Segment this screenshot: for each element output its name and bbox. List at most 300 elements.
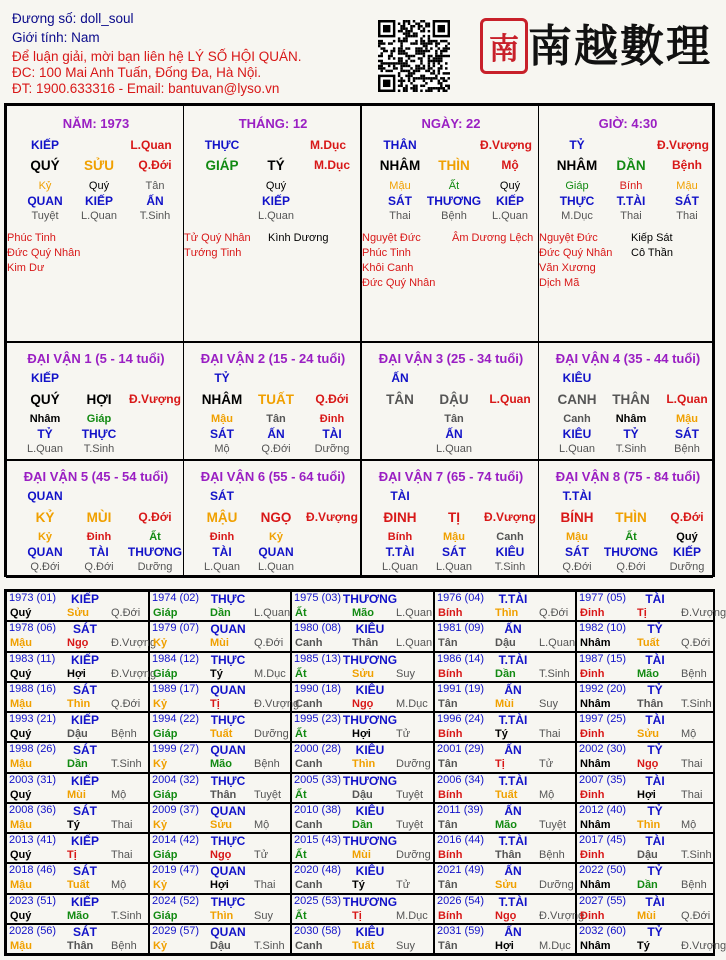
year-state: Bệnh bbox=[111, 939, 137, 952]
hidden-state: L.Quan bbox=[491, 210, 529, 222]
dai-van-hidden-stem: Tân bbox=[444, 413, 464, 425]
year-cell[interactable] bbox=[149, 652, 291, 682]
year-label: 1997 (25) bbox=[579, 713, 627, 725]
year-branch: Ngọ bbox=[352, 697, 374, 710]
year-star: T.TÀI bbox=[498, 652, 528, 667]
year-state: Đ.Vượng bbox=[539, 909, 585, 922]
year-star: KIÊU bbox=[355, 864, 385, 879]
year-cell[interactable] bbox=[291, 833, 434, 863]
year-cell[interactable] bbox=[291, 621, 434, 651]
year-star: TÀI bbox=[645, 652, 665, 667]
year-label: 1996 (24) bbox=[437, 713, 485, 725]
year-stem: Canh bbox=[295, 879, 323, 892]
year-state: Đ.Vượng bbox=[111, 637, 157, 650]
year-cell[interactable] bbox=[291, 591, 434, 621]
year-cell[interactable] bbox=[434, 894, 585, 924]
dai-van-title: ĐẠI VẬN 7 (65 - 74 tuổi) bbox=[378, 469, 524, 484]
year-star: T.TÀI bbox=[498, 834, 528, 848]
dai-van-star: TỶ bbox=[214, 371, 230, 385]
year-cell[interactable] bbox=[434, 712, 576, 742]
year-stem: Giáp bbox=[153, 728, 178, 740]
hidden-state: Thai bbox=[676, 210, 698, 222]
year-stem: Bính bbox=[438, 849, 463, 861]
pillar-title: THÁNG: 12 bbox=[238, 116, 308, 131]
special-star: Kình Dương bbox=[268, 232, 329, 244]
year-cell[interactable] bbox=[291, 682, 434, 712]
year-stem: Mậu bbox=[10, 818, 32, 831]
year-branch: Hợi bbox=[67, 667, 86, 680]
year-branch: Sửu bbox=[67, 607, 90, 619]
branch-state: Mộ bbox=[501, 158, 519, 172]
year-cell[interactable] bbox=[291, 712, 434, 742]
year-star: KIÊU bbox=[355, 803, 385, 818]
year-state: Q.Đới bbox=[681, 637, 711, 650]
dai-van-hidden-state: Dưỡng bbox=[669, 561, 705, 573]
dai-van-star: ẤN bbox=[391, 371, 409, 385]
dai-van-hidden-star: ẤN bbox=[445, 427, 463, 441]
year-star: T.TÀI bbox=[498, 713, 528, 727]
year-star: SÁT bbox=[73, 803, 97, 818]
heavenly-stem: GIÁP bbox=[205, 158, 239, 173]
year-star: KIẾP bbox=[70, 592, 100, 606]
year-stem: Nhâm bbox=[580, 697, 611, 710]
year-stem: Bính bbox=[438, 909, 463, 922]
year-label: 2022 (50) bbox=[579, 864, 627, 877]
year-label: 2029 (57) bbox=[152, 924, 200, 937]
year-star: QUAN bbox=[210, 743, 246, 758]
year-cell[interactable] bbox=[291, 773, 434, 803]
dai-van-state: L.Quan bbox=[666, 392, 708, 406]
year-branch: Dần bbox=[495, 667, 516, 680]
year-branch: Dậu bbox=[352, 788, 373, 801]
year-branch: Tị bbox=[495, 758, 505, 771]
dai-van-hidden-star: T.TÀI bbox=[385, 545, 415, 559]
year-cell[interactable] bbox=[434, 621, 576, 651]
hidden-state: L.Quan bbox=[257, 210, 295, 222]
header bbox=[0, 0, 720, 100]
year-star: ẤN bbox=[504, 864, 522, 879]
year-branch: Thân bbox=[210, 788, 237, 801]
dai-van-hidden-state: L.Quan bbox=[26, 443, 64, 455]
year-cell[interactable] bbox=[576, 621, 715, 651]
year-star: T.TÀI bbox=[498, 773, 528, 788]
year-cell[interactable] bbox=[291, 863, 434, 893]
year-cell[interactable] bbox=[6, 803, 149, 833]
year-cell[interactable] bbox=[291, 924, 434, 954]
dai-van-hidden-state: Q.Đới bbox=[616, 561, 646, 573]
year-cell[interactable] bbox=[6, 591, 149, 621]
brand-logo-text: 南越數理 bbox=[528, 21, 712, 72]
year-cell[interactable] bbox=[149, 742, 291, 772]
hidden-star: SÁT bbox=[675, 194, 699, 208]
year-cell[interactable] bbox=[149, 773, 291, 803]
year-state: Đ.Vượng bbox=[681, 939, 726, 952]
year-star: KIÊU bbox=[355, 743, 385, 758]
year-cell[interactable] bbox=[434, 742, 576, 772]
year-star: THỰC bbox=[210, 773, 246, 788]
seal-logo: 南 bbox=[480, 18, 528, 74]
dai-van-stem: TÂN bbox=[386, 392, 414, 407]
dai-van-stem: ĐINH bbox=[383, 510, 417, 525]
year-cell[interactable] bbox=[149, 924, 291, 954]
year-state: T.Sinh bbox=[254, 939, 285, 952]
year-label: 1987 (15) bbox=[579, 652, 627, 665]
dai-van-hidden-star: THƯƠNG bbox=[603, 545, 659, 559]
dai-van-hidden-state: Q.Đới bbox=[261, 443, 291, 455]
dai-van-hidden-state: Dưỡng bbox=[314, 443, 350, 455]
dai-van-stem: KỶ bbox=[35, 510, 55, 525]
hidden-star: KIẾP bbox=[84, 194, 114, 208]
year-state: Đ.Vượng bbox=[111, 667, 157, 680]
year-cell[interactable] bbox=[291, 803, 434, 833]
dai-van-stem: QUÝ bbox=[30, 392, 60, 407]
year-cell[interactable] bbox=[576, 803, 715, 833]
dai-van-hidden-stem: Đinh bbox=[209, 531, 235, 543]
year-star: THỰC bbox=[210, 592, 246, 606]
year-cell[interactable] bbox=[576, 924, 726, 954]
year-branch: Thìn bbox=[210, 909, 234, 922]
dai-van-state: Đ.Vượng bbox=[129, 392, 181, 406]
year-branch: Tuất bbox=[67, 879, 90, 892]
year-stem: Mậu bbox=[10, 939, 32, 952]
gender-value: Nam bbox=[71, 30, 100, 45]
year-stem: Ất bbox=[295, 849, 307, 861]
year-cell[interactable] bbox=[576, 863, 715, 893]
year-star: KIẾP bbox=[70, 834, 100, 848]
year-label: 2004 (32) bbox=[152, 773, 200, 786]
year-stem: Tân bbox=[438, 758, 458, 771]
year-stem: Kỷ bbox=[153, 637, 168, 650]
hidden-star: T.TÀI bbox=[616, 194, 646, 208]
year-cell[interactable] bbox=[6, 682, 149, 712]
year-cell[interactable] bbox=[149, 803, 291, 833]
year-branch: Mão bbox=[495, 818, 517, 831]
year-stem: Mậu bbox=[10, 697, 32, 710]
dai-van-hidden-star: TÀI bbox=[212, 545, 232, 559]
earthly-branch: DẦN bbox=[616, 158, 646, 173]
pillar-top-state: M.Dục bbox=[310, 138, 346, 152]
year-state: M.Dục bbox=[254, 667, 286, 680]
special-star: Nguyệt Đức bbox=[539, 232, 598, 244]
year-branch: Dậu bbox=[67, 728, 88, 740]
dai-van-hidden-stem: Mậu bbox=[443, 531, 465, 543]
pillar-top-star: THÂN bbox=[383, 138, 417, 152]
year-label: 1999 (27) bbox=[152, 743, 200, 756]
year-star: QUAN bbox=[210, 864, 246, 879]
year-state: Q.Đới bbox=[539, 607, 569, 619]
dai-van-branch: THÂN bbox=[612, 392, 650, 407]
year-state: Tử bbox=[254, 849, 269, 861]
year-state: Bệnh bbox=[539, 849, 565, 861]
year-branch: Hợi bbox=[637, 788, 656, 801]
year-cell[interactable] bbox=[6, 894, 149, 924]
dai-van-hidden-stem: Giáp bbox=[86, 413, 112, 425]
dai-van-hidden-star: THỰC bbox=[81, 427, 117, 441]
dai-van-cell bbox=[183, 342, 361, 460]
year-label: 1983 (11) bbox=[9, 652, 56, 665]
year-cell[interactable] bbox=[434, 773, 576, 803]
year-cell[interactable] bbox=[576, 894, 715, 924]
year-state: Dưỡng bbox=[539, 879, 574, 892]
year-cell[interactable] bbox=[149, 682, 300, 712]
dai-van-title: ĐẠI VẬN 2 (15 - 24 tuổi) bbox=[200, 351, 346, 366]
dai-van-hidden-stem: Canh bbox=[496, 531, 524, 543]
dai-van-hidden-state: Q.Đới bbox=[30, 561, 60, 573]
year-cell[interactable] bbox=[6, 833, 149, 863]
year-cell[interactable] bbox=[6, 652, 157, 682]
special-star: Đức Quý Nhân bbox=[362, 277, 436, 289]
year-cell[interactable] bbox=[149, 894, 291, 924]
dai-van-hidden-state: L.Quan bbox=[435, 443, 473, 455]
year-state: Suy bbox=[396, 667, 415, 680]
year-star: TỶ bbox=[647, 743, 663, 758]
year-stem: Nhâm bbox=[580, 879, 611, 892]
special-star: Tướng Tinh bbox=[184, 247, 242, 259]
year-cell[interactable] bbox=[434, 591, 576, 621]
year-label: 1978 (06) bbox=[9, 622, 57, 635]
heavenly-stem: NHÂM bbox=[379, 158, 421, 173]
year-cell[interactable] bbox=[291, 894, 434, 924]
year-cell[interactable] bbox=[434, 833, 576, 863]
dai-van-star: KIẾP bbox=[30, 371, 60, 385]
dai-van-hidden-stem: Bính bbox=[387, 531, 413, 543]
dai-van-title: ĐẠI VẬN 8 (75 - 84 tuổi) bbox=[555, 469, 701, 484]
year-state: Bệnh bbox=[111, 728, 137, 740]
year-label: 1980 (08) bbox=[294, 622, 342, 635]
dai-van-hidden-star: SÁT bbox=[565, 545, 589, 559]
year-star: KIẾP bbox=[70, 652, 100, 667]
year-stem: Bính bbox=[438, 788, 463, 801]
year-branch: Hợi bbox=[352, 728, 371, 740]
year-label: 2015 (43) bbox=[294, 834, 342, 846]
year-cell[interactable] bbox=[576, 682, 715, 712]
year-cell[interactable] bbox=[291, 742, 434, 772]
year-label: 2021 (49) bbox=[437, 864, 485, 877]
dai-van-hidden-star: THƯƠNG bbox=[127, 545, 183, 559]
year-cell[interactable] bbox=[434, 682, 576, 712]
special-star: Kiếp Sát bbox=[631, 232, 673, 244]
year-cell[interactable] bbox=[6, 924, 149, 954]
dai-van-cell bbox=[6, 342, 184, 460]
special-star: Phúc Tinh bbox=[7, 232, 56, 244]
year-stem: Đinh bbox=[580, 728, 605, 740]
year-branch: Sửu bbox=[210, 818, 233, 831]
dai-van-hidden-stem: Mậu bbox=[566, 531, 588, 543]
dai-van-hidden-star: QUAN bbox=[258, 545, 294, 559]
year-label: 2026 (54) bbox=[437, 894, 485, 907]
year-branch: Tý bbox=[637, 939, 650, 952]
year-state: Mộ bbox=[681, 728, 697, 740]
dai-van-hidden-stem: Mậu bbox=[676, 413, 698, 425]
year-label: 2025 (53) bbox=[294, 894, 342, 907]
year-cell[interactable] bbox=[576, 712, 715, 742]
year-star: KIÊU bbox=[355, 924, 385, 939]
branch-state: Bệnh bbox=[672, 158, 702, 172]
hidden-stem: Bính bbox=[619, 180, 643, 192]
year-cell[interactable] bbox=[149, 591, 291, 621]
year-stem: Ất bbox=[295, 607, 307, 619]
year-stem: Bính bbox=[438, 607, 463, 619]
qr-code-icon[interactable] bbox=[378, 20, 450, 92]
year-star: ẤN bbox=[504, 924, 522, 939]
hidden-stem: Kỷ bbox=[38, 180, 52, 192]
year-state: T.Sinh bbox=[111, 758, 142, 771]
year-stem: Mậu bbox=[10, 758, 32, 771]
dai-van-star: SÁT bbox=[210, 489, 234, 503]
year-label: 2009 (37) bbox=[152, 803, 200, 816]
year-cell[interactable] bbox=[6, 621, 157, 651]
year-cell[interactable] bbox=[434, 803, 576, 833]
year-cell[interactable] bbox=[576, 773, 715, 803]
year-label: 2011 (39) bbox=[437, 803, 484, 816]
year-branch: Tuất bbox=[495, 788, 518, 801]
year-star: THƯƠNG bbox=[342, 834, 398, 848]
year-branch: Thân bbox=[637, 697, 664, 710]
branch-state: M.Dục bbox=[314, 158, 350, 172]
year-cell[interactable] bbox=[149, 712, 291, 742]
annual-luck-grid bbox=[4, 589, 726, 956]
year-state: Bệnh bbox=[681, 879, 707, 892]
year-star: THƯƠNG bbox=[342, 713, 398, 727]
dai-van-star: QUAN bbox=[27, 489, 63, 503]
year-state: Mộ bbox=[111, 879, 127, 892]
year-star: SÁT bbox=[73, 924, 97, 939]
year-stem: Canh bbox=[295, 818, 323, 831]
year-state: Q.Đới bbox=[111, 607, 141, 619]
year-state: Mộ bbox=[254, 818, 270, 831]
year-state: M.Dục bbox=[396, 909, 428, 922]
year-branch: Hợi bbox=[210, 879, 229, 892]
year-state: Suy bbox=[539, 697, 558, 710]
year-star: ẤN bbox=[504, 803, 522, 818]
year-branch: Tý bbox=[210, 667, 223, 680]
year-label: 1981 (09) bbox=[437, 622, 485, 635]
bazi-chart bbox=[4, 103, 715, 577]
year-branch: Mùi bbox=[495, 697, 514, 710]
dai-van-star: KIÊU bbox=[562, 371, 592, 385]
dai-van-title: ĐẠI VẬN 4 (35 - 44 tuổi) bbox=[555, 351, 701, 366]
year-label: 1986 (14) bbox=[437, 652, 485, 665]
year-state: T.Sinh bbox=[681, 697, 712, 710]
year-label: 2030 (58) bbox=[294, 924, 342, 937]
year-branch: Ngọ bbox=[637, 758, 659, 771]
year-branch: Tý bbox=[495, 728, 508, 740]
year-cell[interactable] bbox=[6, 773, 149, 803]
year-cell[interactable] bbox=[434, 863, 576, 893]
year-label: 2000 (28) bbox=[294, 743, 342, 756]
year-branch: Dậu bbox=[210, 939, 231, 952]
year-star: T.TÀI bbox=[498, 894, 528, 909]
year-star: QUAN bbox=[210, 924, 246, 939]
year-cell[interactable] bbox=[149, 833, 291, 863]
phone-email-line[interactable]: ĐT: 1900.633316 - Email: bantuvan@lyso.vn bbox=[12, 81, 280, 96]
dai-van-hidden-star: QUAN bbox=[27, 545, 63, 559]
year-stem: Đinh bbox=[580, 667, 605, 680]
year-branch: Thân bbox=[495, 849, 522, 861]
special-star: Tử Quý Nhân bbox=[184, 232, 251, 244]
year-cell[interactable] bbox=[6, 863, 149, 893]
year-cell[interactable] bbox=[149, 621, 291, 651]
year-cell[interactable] bbox=[576, 591, 726, 621]
owner-name: doll_soul bbox=[80, 11, 134, 26]
year-state: T.Sinh bbox=[681, 849, 712, 861]
year-stem: Giáp bbox=[153, 788, 178, 801]
year-star: KIẾP bbox=[70, 773, 100, 788]
year-stem: Tân bbox=[438, 818, 458, 831]
year-label: 2032 (60) bbox=[579, 924, 627, 937]
year-cell[interactable] bbox=[434, 652, 576, 682]
year-state: Dưỡng bbox=[254, 728, 289, 740]
year-cell[interactable] bbox=[291, 652, 434, 682]
year-branch: Sửu bbox=[352, 667, 375, 680]
year-cell[interactable] bbox=[149, 863, 291, 893]
year-stem: Bính bbox=[438, 667, 463, 680]
dai-van-hidden-state: L.Quan bbox=[203, 561, 241, 573]
year-cell[interactable] bbox=[6, 742, 149, 772]
dai-van-hidden-star: TỶ bbox=[623, 427, 639, 441]
year-star: THỰC bbox=[210, 894, 246, 909]
dai-van-hidden-star: KIÊU bbox=[562, 427, 592, 441]
year-stem: Nhâm bbox=[580, 939, 611, 952]
dai-van-stem: NHÂM bbox=[201, 392, 243, 407]
year-state: L.Quan bbox=[254, 607, 291, 619]
year-label: 2028 (56) bbox=[9, 924, 57, 937]
hidden-stem: Mậu bbox=[676, 180, 698, 192]
year-stem: Đinh bbox=[580, 607, 605, 619]
year-state: Thai bbox=[111, 849, 133, 861]
dai-van-hidden-star: SÁT bbox=[675, 427, 699, 441]
contact-invite: Để luận giải, mời bạn liên hệ LÝ SỐ HỘI QUÁN. bbox=[12, 49, 302, 64]
year-cell[interactable] bbox=[6, 712, 149, 742]
hidden-stem: Mậu bbox=[389, 180, 411, 192]
year-cell[interactable] bbox=[576, 652, 715, 682]
year-cell[interactable] bbox=[576, 833, 715, 863]
pillar-cell bbox=[361, 105, 539, 342]
year-star: SÁT bbox=[73, 682, 97, 697]
year-state: Thai bbox=[254, 879, 276, 892]
special-star: Kim Dư bbox=[7, 262, 45, 274]
hidden-star: KIẾP bbox=[261, 194, 291, 208]
year-label: 2008 (36) bbox=[9, 803, 57, 816]
year-stem: Kỷ bbox=[153, 939, 168, 952]
year-label: 1984 (12) bbox=[152, 652, 200, 665]
year-branch: Sửu bbox=[637, 728, 660, 740]
heavenly-stem: QUÝ bbox=[30, 158, 60, 173]
year-cell[interactable] bbox=[576, 742, 715, 772]
year-label: 2023 (51) bbox=[9, 894, 57, 907]
year-branch: Ngọ bbox=[67, 637, 89, 650]
year-state: Mộ bbox=[111, 788, 127, 801]
dai-van-title: ĐẠI VẬN 3 (25 - 34 tuổi) bbox=[378, 351, 524, 366]
year-branch: Thìn bbox=[352, 758, 376, 771]
dai-van-hidden-star: SÁT bbox=[210, 427, 234, 441]
special-star: Cô Thần bbox=[631, 247, 673, 259]
year-star: ẤN bbox=[504, 622, 522, 637]
year-stem: Ất bbox=[295, 728, 307, 740]
year-cell[interactable] bbox=[434, 924, 576, 954]
dai-van-hidden-state: T.Sinh bbox=[83, 443, 115, 455]
year-state: T.Sinh bbox=[111, 909, 142, 922]
year-stem: Tân bbox=[438, 637, 458, 650]
dai-van-hidden-state: L.Quan bbox=[381, 561, 419, 573]
year-star: SÁT bbox=[73, 622, 97, 637]
year-stem: Kỷ bbox=[153, 697, 168, 710]
year-stem: Tân bbox=[438, 939, 458, 952]
year-state: Suy bbox=[396, 939, 415, 952]
year-state: Q.Đới bbox=[681, 909, 711, 922]
year-stem: Canh bbox=[295, 939, 323, 952]
dai-van-hidden-stem: Ất bbox=[149, 531, 161, 543]
